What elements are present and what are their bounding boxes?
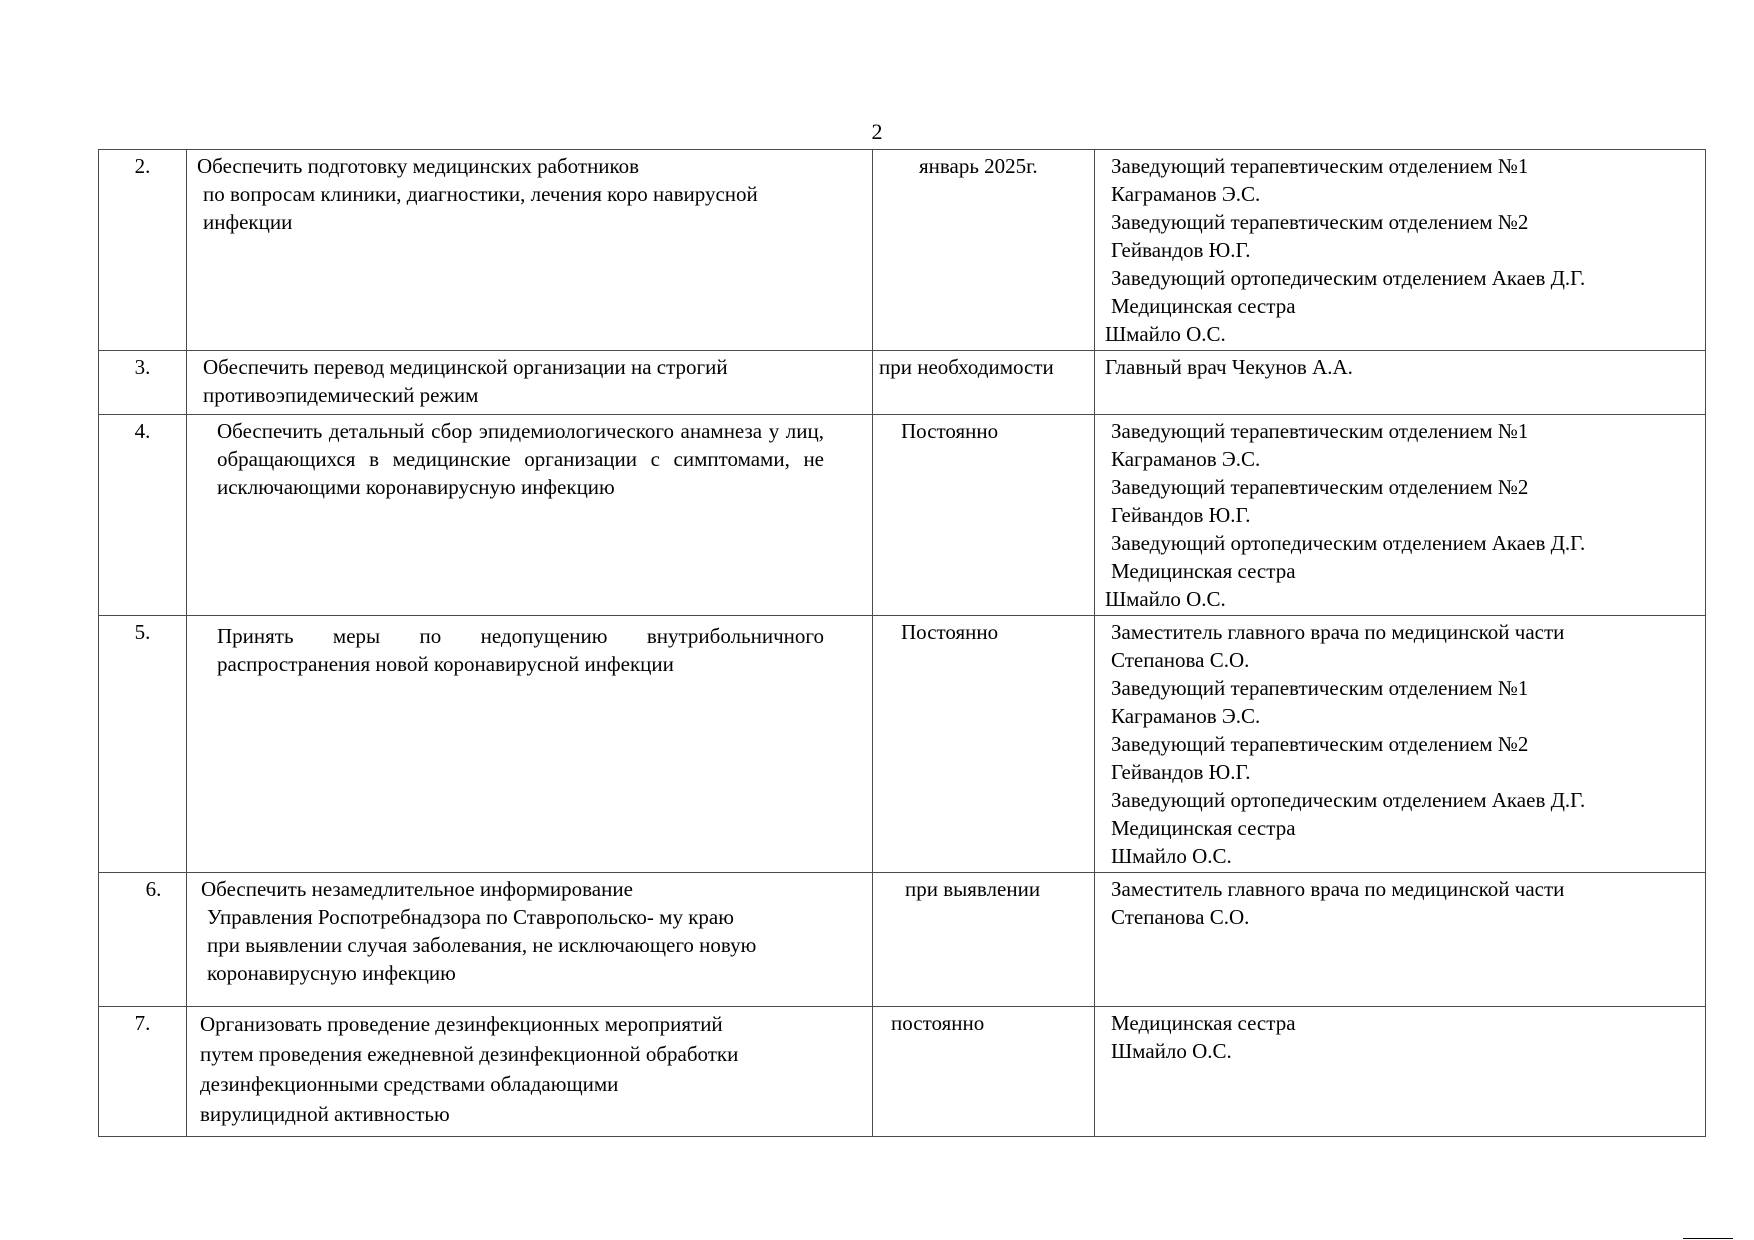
term-cell: при необходимости bbox=[873, 351, 1095, 415]
responsible-cell: Заместитель главного врача по медицинской части Степанова С.О. bbox=[1095, 873, 1706, 1007]
row-number: 7. bbox=[99, 1007, 187, 1137]
term-cell: Постоянно bbox=[873, 415, 1095, 616]
row-number: 6. bbox=[99, 873, 187, 1007]
task-cell: Обеспечить перевод медицинской организации на строгий противоэпидемический режим bbox=[187, 351, 873, 415]
page-number: 2 bbox=[871, 119, 883, 144]
row-number: 3. bbox=[99, 351, 187, 415]
table-row bbox=[99, 873, 1706, 1007]
table-row bbox=[99, 150, 1706, 351]
task-cell: Обеспечить детальный сбор эпидемиологического анамнеза у лиц, обращающихся в медицинские организации с симптомами, не исключающими коронавирусную инфекцию bbox=[187, 415, 873, 616]
responsible-cell: Главный врач Чекунов А.А. bbox=[1095, 351, 1706, 415]
measures-table bbox=[98, 149, 1706, 1137]
table-row bbox=[99, 616, 1706, 873]
term-cell: постоянно bbox=[873, 1007, 1095, 1137]
row-number: 5. bbox=[99, 616, 187, 873]
term-cell: при выявлении bbox=[873, 873, 1095, 1007]
task-cell: Принять меры по недопущению внутрибольничного распространения новой коронавирусной инфекции bbox=[187, 616, 873, 873]
row-number: 4. bbox=[99, 415, 187, 616]
responsible-cell: Заведующий терапевтическим отделением №1 Каграманов Э.С. Заведующий терапевтическим отделением №2 Гейвандов Ю.Г. Заведующий ортопедическим отделением Акаев Д.Г. Медицинская сестра Шмайло О.С. bbox=[1095, 415, 1706, 616]
task-cell: Обеспечить подготовку медицинских работников по вопросам клиники, диагностики, лечения коро навирусной инфекции bbox=[187, 150, 873, 351]
responsible-cell: Медицинская сестра Шмайло О.С. bbox=[1095, 1007, 1706, 1137]
row-number: 2. bbox=[99, 150, 187, 351]
responsible-cell: Заведующий терапевтическим отделением №1 Каграманов Э.С. Заведующий терапевтическим отделением №2 Гейвандов Ю.Г. Заведующий ортопедическим отделением Акаев Д.Г. Медицинская сестра Шмайло О.С. bbox=[1095, 150, 1706, 351]
term-cell: Постоянно bbox=[873, 616, 1095, 873]
table-row bbox=[99, 1007, 1706, 1137]
task-cell: Обеспечить незамедлительное информирование Управления Роспотребнадзора по Ставропольско- му краю при выявлении случая заболевания, не исключающего новую коронавирусную инфекцию bbox=[187, 873, 873, 1007]
table-row bbox=[99, 415, 1706, 616]
footer-rule bbox=[1683, 1238, 1733, 1239]
task-cell: Организовать проведение дезинфекционных мероприятий путем проведения ежедневной дезинфекционной обработки дезинфекционными средствами обладающими вирулицидной активностью bbox=[187, 1007, 873, 1137]
term-cell: январь 2025г. bbox=[873, 150, 1095, 351]
table-row bbox=[99, 351, 1706, 415]
responsible-cell: Заместитель главного врача по медицинской части Степанова С.О. Заведующий терапевтическим отделением №1 Каграманов Э.С. Заведующий терапевтическим отделением №2 Гейвандов Ю.Г. Заведующий ортопедическим отделением Акаев Д.Г. Медицинская сестра Шмайло О.С. bbox=[1095, 616, 1706, 873]
